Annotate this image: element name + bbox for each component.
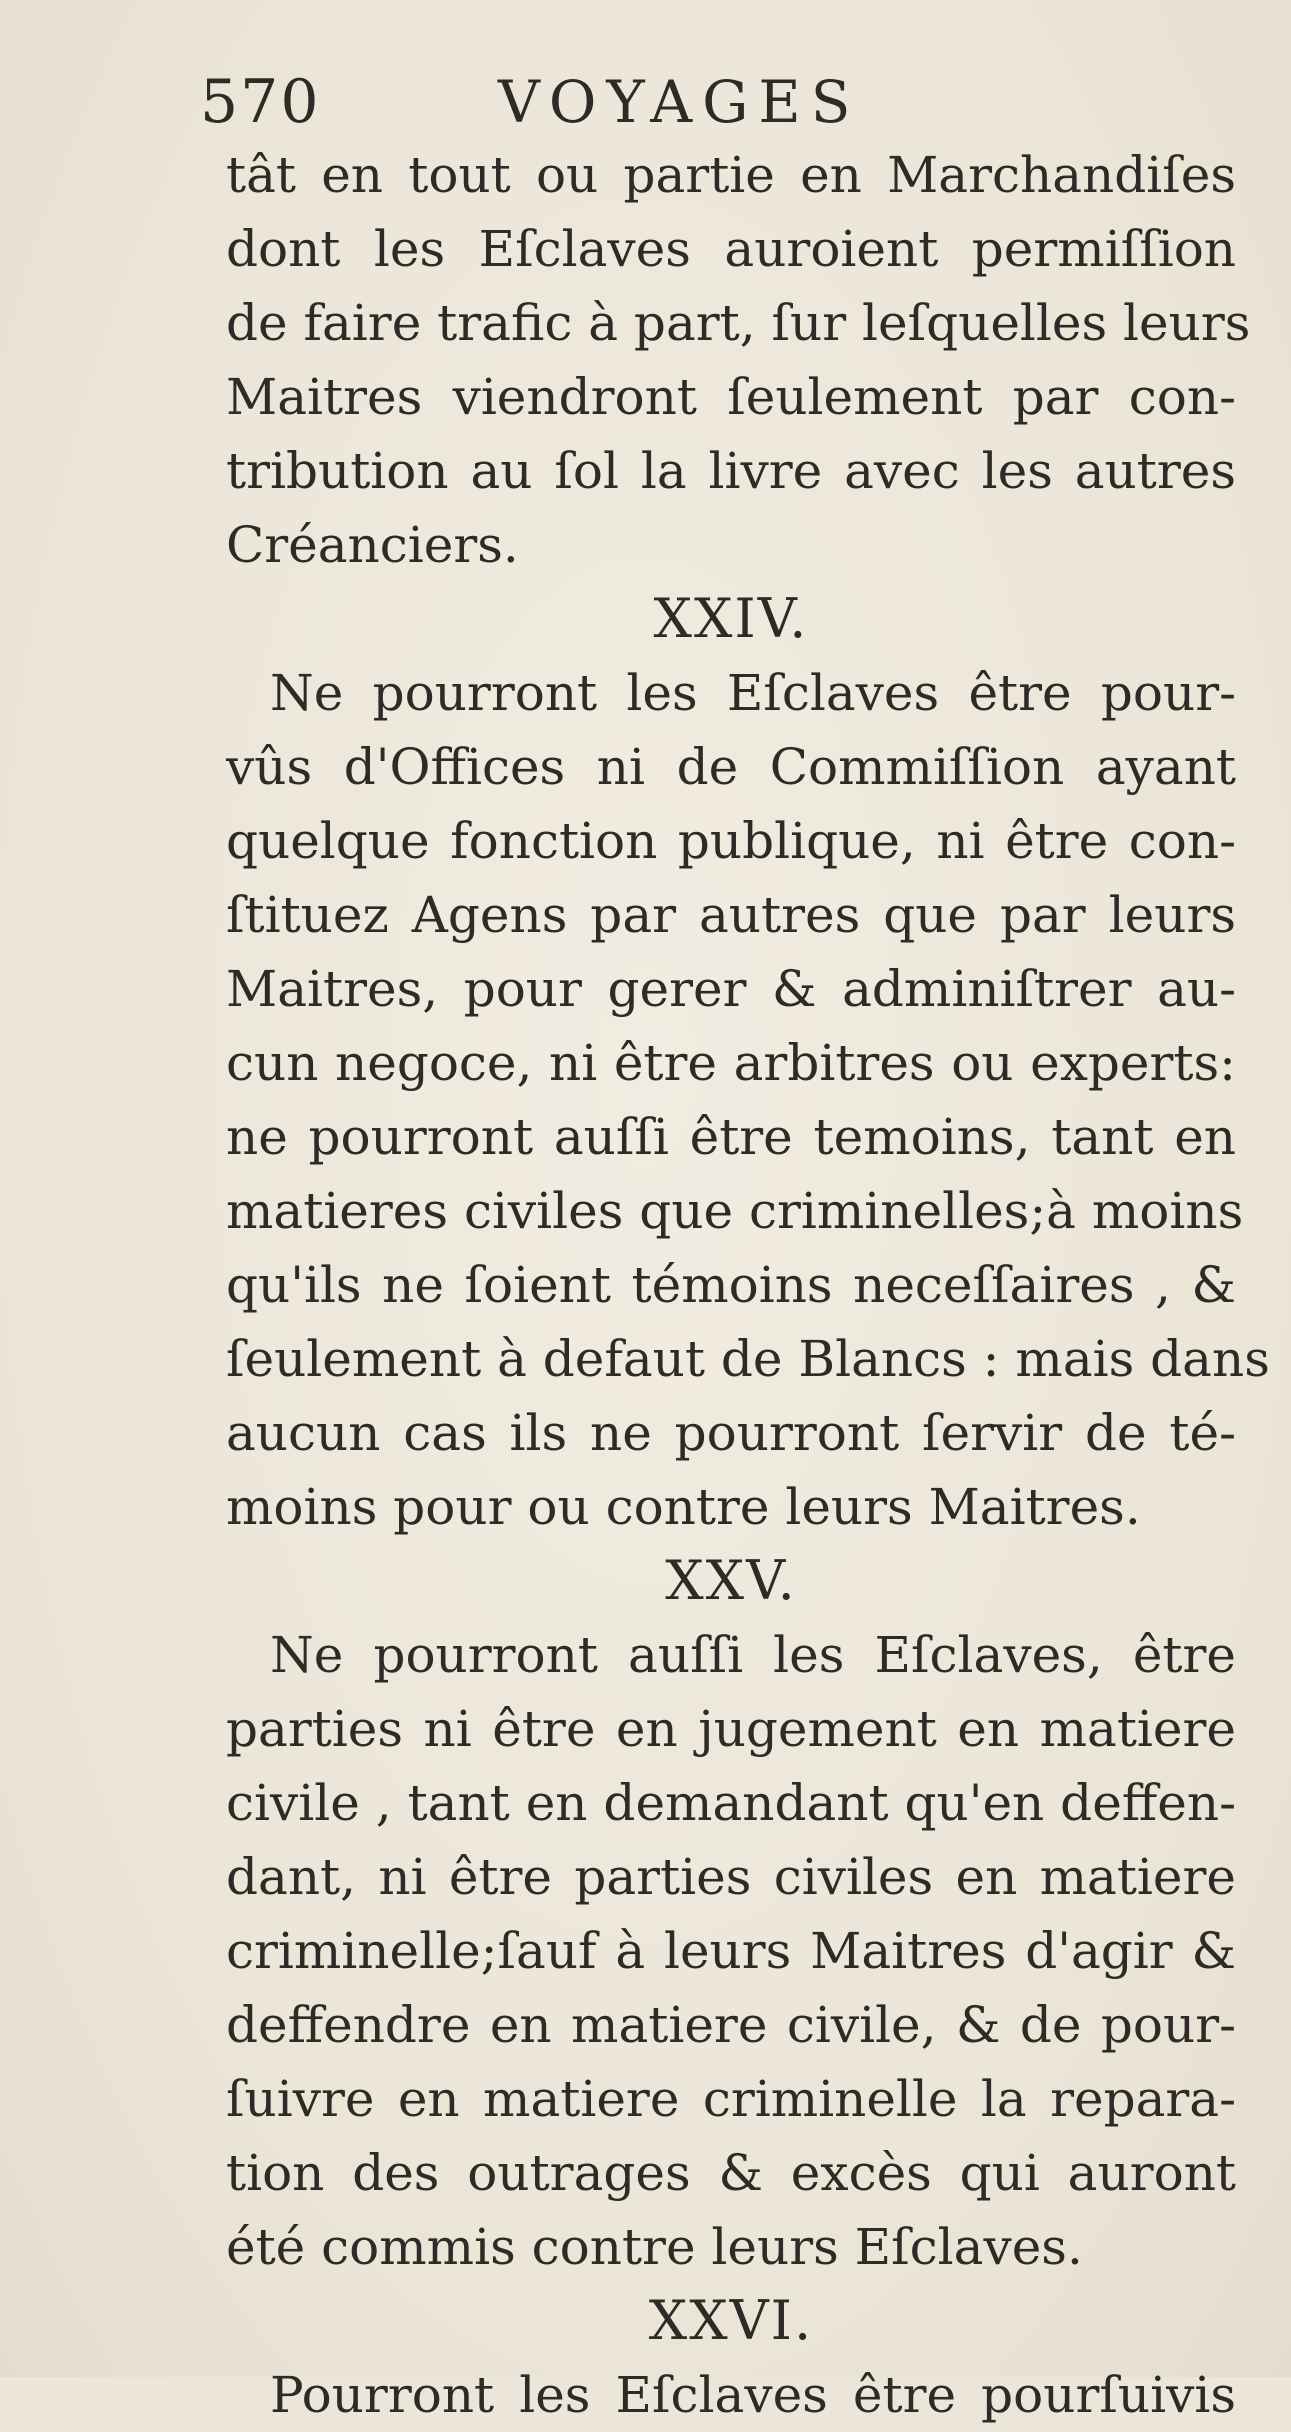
text-line: moins pour ou contre leurs Maitres. (226, 1478, 1141, 1536)
text-line: dont les Eſclaves auroient permiſſion (226, 220, 1236, 278)
text-line: Pourront les Eſclaves être pourſuivis (270, 2366, 1236, 2424)
text-line: cun negoce, ni être arbitres ou experts: (226, 1034, 1236, 1092)
text-line: aucun cas ils ne pourront ſervir de té- (226, 1404, 1236, 1462)
text-line: Ne pourront les Eſclaves être pour- (270, 664, 1236, 722)
text-line: Maitres, pour gerer & adminiſtrer au- (226, 960, 1236, 1018)
article-heading-xxvi: XXVI. (648, 2289, 814, 2352)
page-number: 570 (200, 67, 321, 137)
text-line: vûs d'Offices ni de Commiſſion ayant (226, 738, 1236, 796)
body-text (226, 138, 1270, 2432)
text-line: deffendre en matiere civile, & de pour- (226, 1996, 1236, 2054)
text-line: tion des outrages & excès qui auront (226, 2144, 1236, 2202)
text-line: criminelle;ſauf à leurs Maitres d'agir & (226, 1922, 1236, 1980)
text-line: ſtituez Agens par autres que par leurs (226, 886, 1236, 944)
text-line: ſeulement à defaut de Blancs : mais dans (226, 1330, 1270, 1388)
text-line: tribution au ſol la livre avec les autres (226, 442, 1236, 500)
text-line: dant, ni être parties civiles en matiere (226, 1848, 1236, 1906)
article-heading-xxiv: XXIV. (653, 587, 809, 650)
text-line: Ne pourront auſſi les Eſclaves, être (270, 1626, 1236, 1684)
text-line: Maitres viendront ſeulement par con- (226, 368, 1236, 426)
text-line: de faire trafic à part, ſur leſquelles leurs (226, 294, 1251, 352)
article-heading-xxv: XXV. (665, 1549, 797, 1612)
page-header (200, 62, 1200, 142)
text-line: quelque fonction publique, ni être con- (226, 812, 1236, 870)
text-line: qu'ils ne ſoient témoins neceſſaires , & (226, 1256, 1236, 1314)
text-line: ſuivre en matiere criminelle la repara- (226, 2070, 1236, 2128)
text-line: parties ni être en jugement en matiere (226, 1700, 1236, 1758)
text-line: tât en tout ou partie en Marchandiſes (226, 146, 1236, 204)
text-line: ne pourront auſſi être temoins, tant en (226, 1108, 1236, 1166)
text-line: civile , tant en demandant qu'en deffen- (226, 1774, 1236, 1832)
text-line: Créanciers. (226, 516, 519, 574)
running-head: VOYAGES (498, 68, 861, 136)
text-line: matieres civiles que criminelles;à moins (226, 1182, 1244, 1240)
text-line: été commis contre leurs Eſclaves. (226, 2218, 1083, 2276)
